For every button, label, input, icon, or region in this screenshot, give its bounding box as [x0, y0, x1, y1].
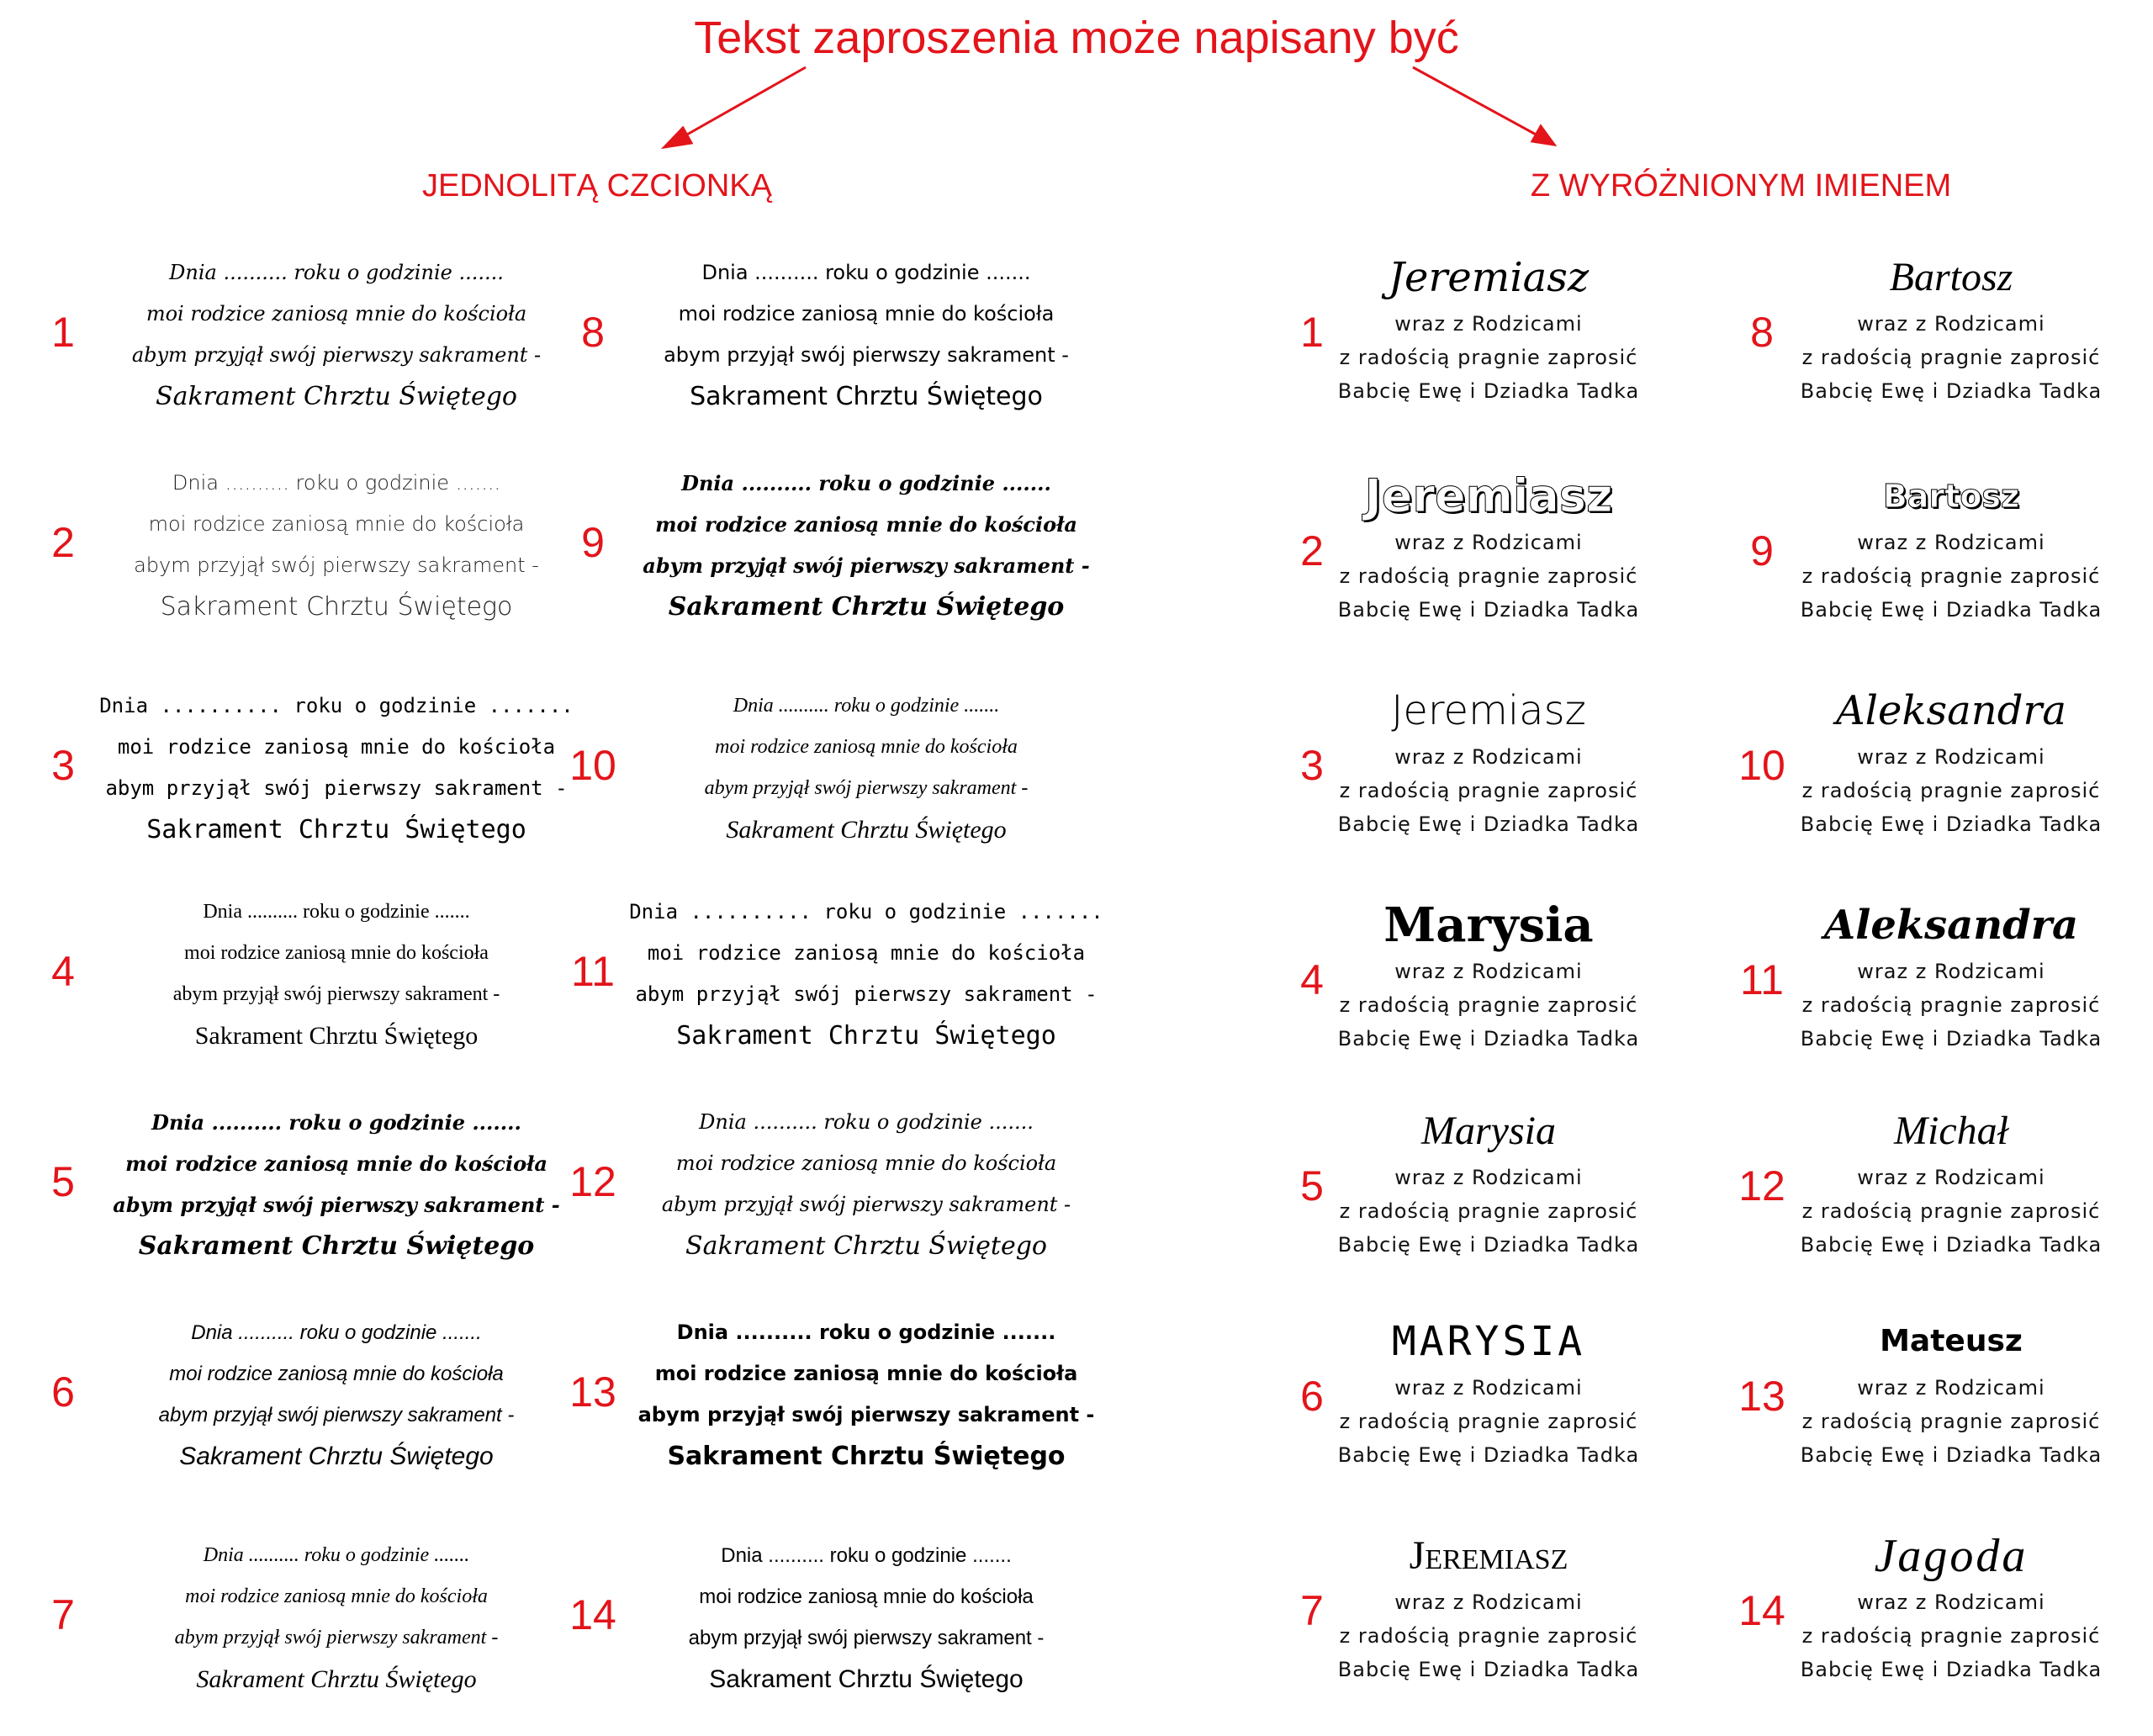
invitation-line: z radością pragnie zaprosić — [1339, 1410, 1638, 1433]
uniform-text-example — [622, 685, 1110, 850]
invitation-line: Babcię Ewę i Dziadka Tadka — [1800, 812, 2103, 836]
example-number: 10 — [569, 742, 616, 789]
invitation-line: Dnia .......... roku o godzinie ....... — [733, 695, 1000, 717]
sacrament-line: Sakrament Chrztu Świętego — [690, 382, 1043, 411]
highlighted-name-example — [1791, 1312, 2111, 1472]
example-number: 9 — [1750, 527, 1774, 574]
example-number: 7 — [51, 1591, 75, 1638]
invitation-line: Dnia .......... roku o godzinie ....... — [169, 261, 504, 284]
uniform-text-example — [622, 1102, 1110, 1267]
invitation-line: wraz z Rodzicami — [1857, 1376, 2045, 1400]
invitation-line: Dnia .......... roku o godzinie ....... — [681, 471, 1051, 495]
invitation-line: wraz z Rodzicami — [1394, 1166, 1583, 1189]
invitation-line: z radością pragnie zaprosić — [1339, 564, 1638, 588]
example-number: 3 — [1300, 742, 1324, 789]
invitation-line: Babcię Ewę i Dziadka Tadka — [1800, 1233, 2103, 1257]
highlighted-name-example — [1791, 248, 2111, 408]
example-number: 10 — [1738, 742, 1785, 789]
invitation-line: abym przyjął swój pierwszy sakrament - — [643, 553, 1090, 578]
invitation-line: moi rodzice zaniosą mnie do kościoła — [647, 941, 1086, 965]
example-number: 4 — [51, 948, 75, 995]
invitation-line: moi rodzice zaniosą mnie do kościoła — [678, 302, 1055, 326]
invitation-line: z radością pragnie zaprosić — [1339, 1624, 1638, 1648]
invitation-line: z radością pragnie zaprosić — [1801, 1624, 2101, 1648]
invitation-line: wraz z Rodzicami — [1857, 1166, 2045, 1189]
example-number: 13 — [1738, 1373, 1785, 1420]
child-name: Jeremiasz — [1364, 469, 1613, 522]
invitation-line: moi rodzice zaniosą mnie do kościoła — [655, 512, 1077, 537]
uniform-text-example — [93, 252, 580, 417]
invitation-line: Dnia .......... roku o godzinie ....... — [701, 261, 1031, 284]
highlighted-name-example — [1329, 896, 1648, 1056]
page-title: Tekst zaproszenia może napisany być — [694, 13, 1459, 63]
invitation-line: z radością pragnie zaprosić — [1801, 1199, 2101, 1223]
sacrament-line: Sakrament Chrztu Świętego — [179, 1442, 494, 1470]
invitation-line: moi rodzice zaniosą mnie do kościoła — [675, 1151, 1057, 1175]
child-name: Jeremiasz — [1391, 687, 1586, 734]
uniform-text-example — [93, 892, 580, 1056]
invitation-line: moi rodzice zaniosą mnie do kościoła — [145, 302, 527, 326]
uniform-text-example — [622, 252, 1110, 417]
highlighted-name-example — [1791, 467, 2111, 627]
invitation-line: moi rodzice zaniosą mnie do kościoła — [715, 736, 1018, 758]
invitation-line: moi rodzice zaniosą mnie do kościoła — [699, 1585, 1034, 1608]
child-name: Marysia — [1421, 1109, 1556, 1153]
uniform-text-example — [622, 892, 1110, 1056]
uniform-text-example — [622, 1312, 1110, 1477]
uniform-text-example — [622, 463, 1110, 627]
sacrament-line: Sakrament Chrztu Świętego — [676, 1021, 1056, 1051]
invitation-line: wraz z Rodzicami — [1857, 745, 2045, 769]
example-number: 7 — [1300, 1587, 1324, 1634]
uniform-text-example — [622, 1535, 1110, 1700]
sacrament-line: Sakrament Chrztu Świętego — [709, 1665, 1024, 1693]
uniform-text-example — [93, 685, 580, 850]
example-number: 8 — [581, 309, 605, 356]
invitation-line: Dnia .......... roku o godzinie ....... — [203, 1544, 470, 1566]
invitation-line: wraz z Rodzicami — [1394, 960, 1583, 983]
invitation-line: Babcię Ewę i Dziadka Tadka — [1337, 598, 1640, 622]
arrow-left-icon — [664, 67, 806, 147]
example-number: 14 — [569, 1591, 616, 1638]
invitation-line: Babcię Ewę i Dziadka Tadka — [1800, 379, 2103, 403]
invitation-line: moi rodzice zaniosą mnie do kościoła — [148, 512, 525, 536]
highlighted-name-example — [1329, 681, 1648, 841]
invitation-line: abym przyjął swój pierwszy sakrament - — [688, 1627, 1045, 1649]
invitation-line: Dnia .......... roku o godzinie ....... — [721, 1544, 1012, 1567]
example-number: 11 — [1740, 956, 1784, 1003]
highlighted-name-example — [1329, 467, 1648, 627]
invitation-line: z radością pragnie zaprosić — [1339, 779, 1638, 802]
invitation-line: Babcię Ewę i Dziadka Tadka — [1337, 812, 1640, 836]
highlighted-name-example — [1329, 1312, 1648, 1472]
invitation-line: Dnia .......... roku o godzinie ....... — [151, 1110, 521, 1135]
child-name: Michał — [1894, 1109, 2008, 1153]
highlighted-name-example — [1791, 1527, 2111, 1686]
child-name: Mateusz — [1880, 1324, 2023, 1358]
invitation-line: wraz z Rodzicami — [1857, 312, 2045, 336]
invitation-line: Dnia .......... roku o godzinie ....... — [203, 901, 470, 923]
example-number: 9 — [581, 519, 605, 566]
child-name: Aleksandra — [1823, 902, 2079, 949]
invitation-line: wraz z Rodzicami — [1394, 312, 1583, 336]
invitation-line: abym przyjął swój pierwszy sakrament - — [661, 1193, 1071, 1216]
example-number: 13 — [569, 1368, 616, 1416]
invitation-line: Babcię Ewę i Dziadka Tadka — [1800, 1443, 2103, 1467]
invitation-line: abym przyjął swój pierwszy sakrament - — [635, 982, 1098, 1006]
example-number: 1 — [1300, 309, 1324, 356]
uniform-text-example — [93, 1535, 580, 1700]
invitation-line: moi rodzice zaniosą mnie do kościoła — [185, 1585, 488, 1607]
child-name: Jeremiasz — [1409, 1533, 1568, 1578]
invitation-line: abym przyjął swój pierwszy sakrament - — [131, 343, 542, 367]
invitation-line: wraz z Rodzicami — [1394, 1590, 1583, 1614]
invitation-line: wraz z Rodzicami — [1394, 1376, 1583, 1400]
invitation-line: Babcię Ewę i Dziadka Tadka — [1337, 1027, 1640, 1051]
sacrament-line: Sakrament Chrztu Świętego — [668, 592, 1065, 622]
invitation-line: abym przyjął swój pierwszy sakrament - — [637, 1403, 1095, 1426]
invitation-line: Babcię Ewę i Dziadka Tadka — [1800, 1658, 2103, 1681]
invitation-line: Dnia .......... roku o godzinie ....... — [99, 694, 574, 717]
subhead-uniform-font: JEDNOLITĄ CZCIONKĄ — [422, 168, 772, 204]
invitation-line: Babcię Ewę i Dziadka Tadka — [1337, 379, 1640, 403]
highlighted-name-example — [1329, 248, 1648, 408]
invitation-line: Babcię Ewę i Dziadka Tadka — [1800, 1027, 2103, 1051]
invitation-line: abym przyjął swój pierwszy sakrament - — [174, 1627, 499, 1649]
sacrament-line: Sakrament Chrztu Świętego — [146, 815, 526, 844]
sacrament-line: Sakrament Chrztu Świętego — [194, 1022, 479, 1050]
invitation-line: z radością pragnie zaprosić — [1801, 564, 2101, 588]
child-name: Bartosz — [1889, 255, 2013, 299]
sacrament-line: Sakrament Chrztu Świętego — [156, 382, 517, 411]
invitation-line: abym przyjął swój pierwszy sakrament - — [172, 983, 500, 1005]
invitation-line: z radością pragnie zaprosić — [1801, 993, 2101, 1017]
child-name: Marysia — [1383, 897, 1594, 953]
child-name: Bartosz — [1882, 478, 2020, 515]
sacrament-line: Sakrament Chrztu Świętego — [160, 592, 513, 622]
example-number: 1 — [51, 309, 75, 356]
child-name: Jeremiasz — [1388, 254, 1590, 301]
invitation-line: z radością pragnie zaprosić — [1801, 779, 2101, 802]
invitation-line: z radością pragnie zaprosić — [1339, 1199, 1638, 1223]
example-number: 5 — [1300, 1162, 1324, 1209]
example-number: 12 — [1738, 1162, 1785, 1209]
invitation-line: moi rodzice zaniosą mnie do kościoła — [169, 1363, 504, 1385]
sacrament-line: Sakrament Chrztu Świętego — [138, 1231, 535, 1261]
example-number: 5 — [51, 1158, 75, 1205]
invitation-line: moi rodzice zaniosą mnie do kościoła — [125, 1151, 548, 1176]
child-name: Jagoda — [1874, 1530, 2029, 1582]
invitation-line: wraz z Rodzicami — [1394, 745, 1583, 769]
child-name: Aleksandra — [1836, 687, 2066, 734]
invitation-line: abym przyjął swój pierwszy sakrament - — [158, 1404, 515, 1426]
example-number: 12 — [569, 1158, 616, 1205]
sacrament-line: Sakrament Chrztu Świętego — [196, 1665, 477, 1693]
invitation-line: abym przyjął swój pierwszy sakrament - — [704, 777, 1029, 799]
sacrament-line: Sakrament Chrztu Świętego — [726, 816, 1007, 844]
example-number: 14 — [1738, 1587, 1785, 1634]
highlighted-name-example — [1329, 1102, 1648, 1262]
invitation-line: z radością pragnie zaprosić — [1339, 346, 1638, 369]
invitation-line: abym przyjął swój pierwszy sakrament - — [113, 1193, 560, 1217]
invitation-line: Babcię Ewę i Dziadka Tadka — [1337, 1443, 1640, 1467]
invitation-line: abym przyjął swój pierwszy sakrament - — [664, 343, 1069, 367]
invitation-line: Babcię Ewę i Dziadka Tadka — [1337, 1658, 1640, 1681]
invitation-line: abym przyjął swój pierwszy sakrament - — [105, 776, 568, 800]
highlighted-name-example — [1791, 896, 2111, 1056]
example-number: 11 — [571, 948, 615, 995]
invitation-line: moi rodzice zaniosą mnie do kościoła — [654, 1362, 1078, 1385]
invitation-line: Dnia .......... roku o godzinie ....... — [172, 471, 501, 495]
invitation-line: z radością pragnie zaprosić — [1801, 1410, 2101, 1433]
example-number: 2 — [1300, 527, 1324, 574]
subhead-highlighted-name: Z WYRÓŻNIONYM IMIENEM — [1530, 168, 1952, 204]
invitation-line: Babcię Ewę i Dziadka Tadka — [1800, 598, 2103, 622]
example-number: 4 — [1300, 956, 1324, 1003]
sacrament-line: Sakrament Chrztu Świętego — [685, 1231, 1047, 1261]
child-name: MARYSIA — [1391, 1318, 1586, 1365]
highlighted-name-example — [1329, 1527, 1648, 1686]
sacrament-line: Sakrament Chrztu Świętego — [667, 1442, 1066, 1471]
invitation-line: z radością pragnie zaprosić — [1801, 346, 2101, 369]
invitation-line: abym przyjął swój pierwszy sakrament - — [134, 553, 539, 577]
invitation-line: wraz z Rodzicami — [1857, 960, 2045, 983]
invitation-line: Dnia .......... roku o godzinie ....... — [191, 1321, 482, 1344]
arrow-right-icon — [1413, 67, 1554, 145]
invitation-line: Dnia .......... roku o godzinie ....... — [699, 1110, 1034, 1134]
uniform-text-example — [93, 463, 580, 627]
invitation-line: wraz z Rodzicami — [1857, 531, 2045, 554]
highlighted-name-example — [1791, 681, 2111, 841]
example-number: 8 — [1750, 309, 1774, 356]
invitation-line: wraz z Rodzicami — [1857, 1590, 2045, 1614]
invitation-line: z radością pragnie zaprosić — [1339, 993, 1638, 1017]
example-number: 6 — [1300, 1373, 1324, 1420]
invitation-line: Dnia .......... roku o godzinie ....... — [629, 900, 1103, 924]
invitation-line: moi rodzice zaniosą mnie do kościoła — [184, 942, 489, 964]
invitation-line: moi rodzice zaniosą mnie do kościoła — [117, 735, 556, 759]
invitation-line: wraz z Rodzicami — [1394, 531, 1583, 554]
example-number: 3 — [51, 742, 75, 789]
example-number: 2 — [51, 519, 75, 566]
example-number: 6 — [51, 1368, 75, 1416]
uniform-text-example — [93, 1312, 580, 1477]
invitation-line: Dnia .......... roku o godzinie ....... — [676, 1321, 1056, 1344]
uniform-text-example — [93, 1102, 580, 1267]
highlighted-name-example — [1791, 1102, 2111, 1262]
invitation-line: Babcię Ewę i Dziadka Tadka — [1337, 1233, 1640, 1257]
